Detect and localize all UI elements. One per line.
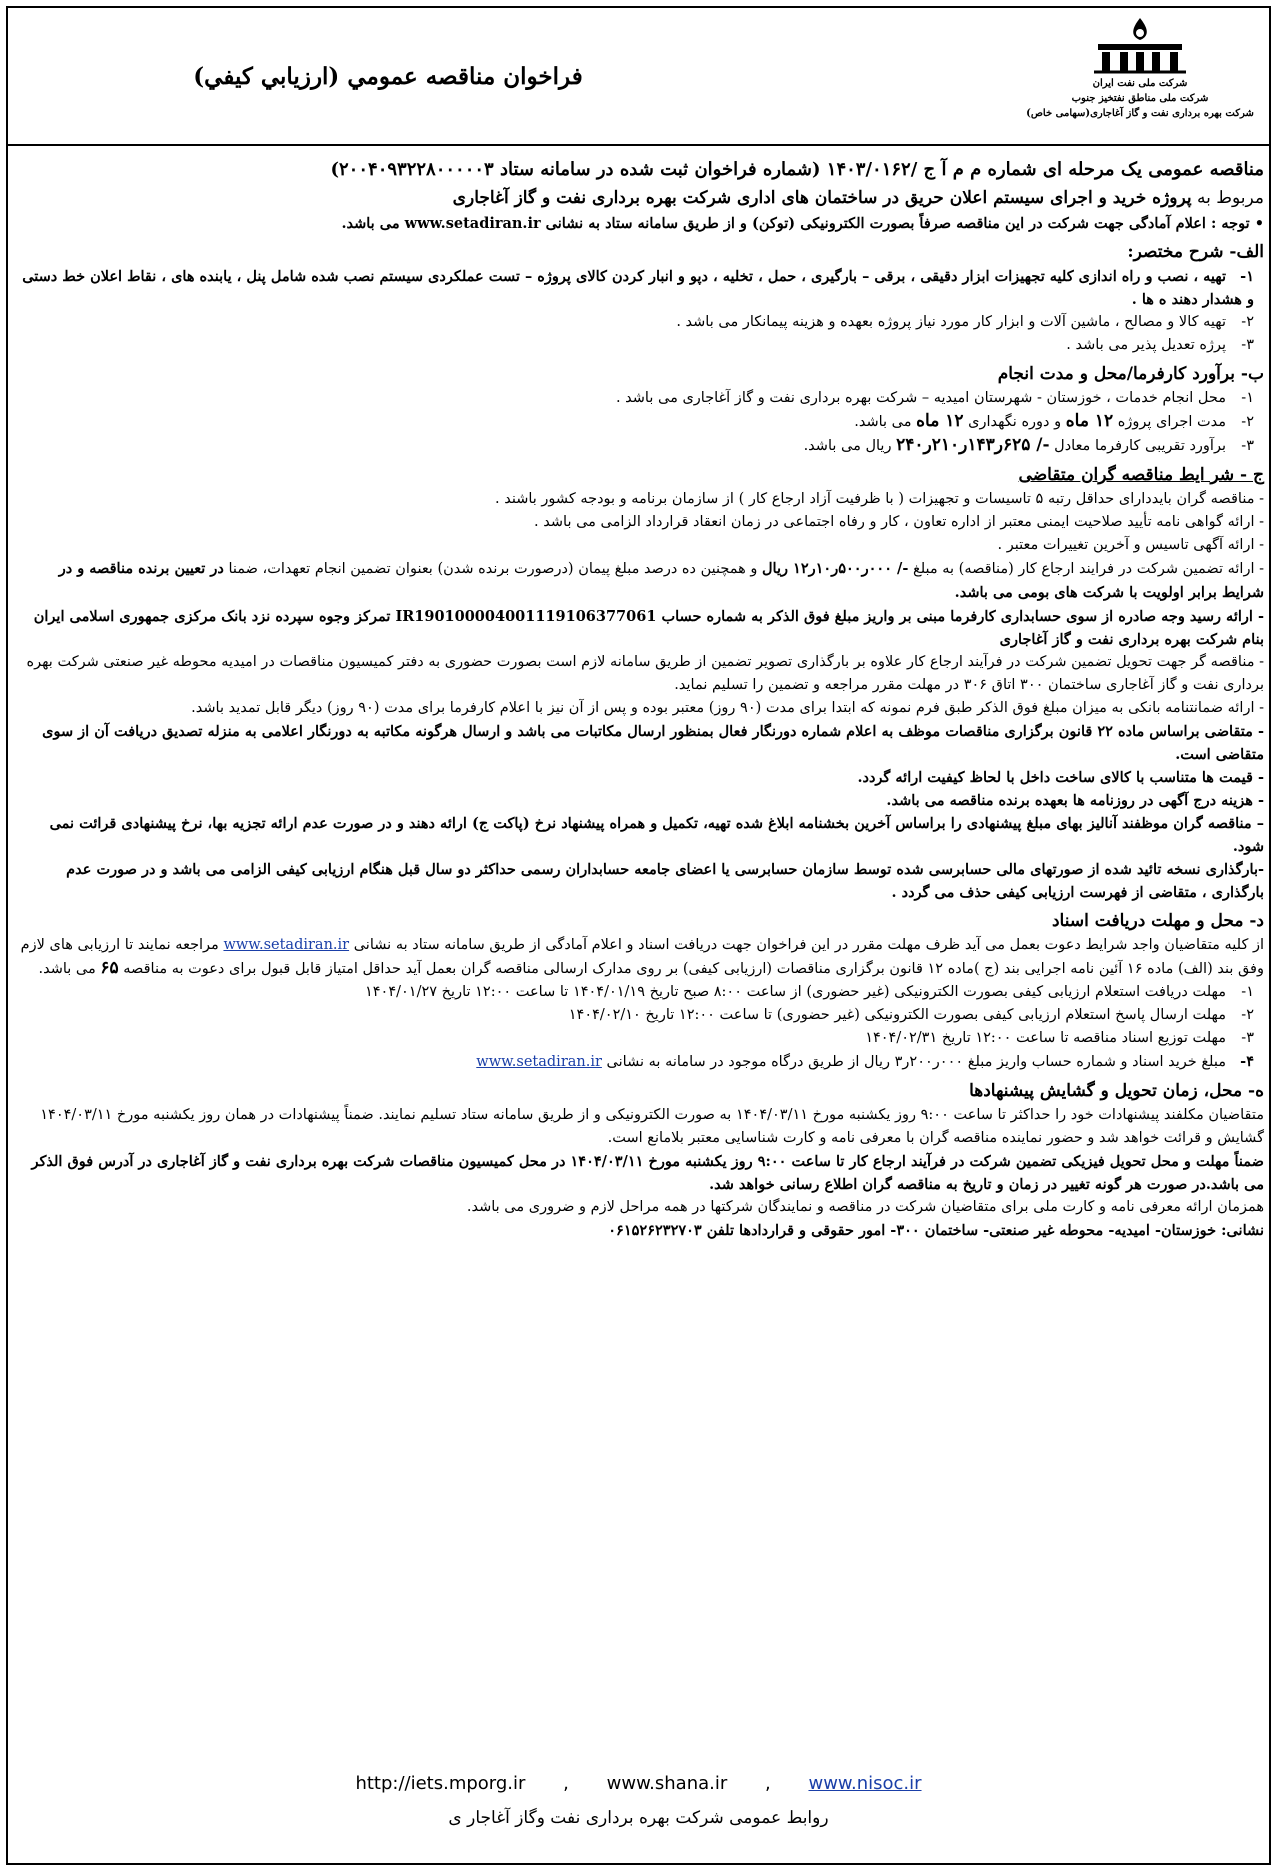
guarantee-delivery-paragraph: ضمناً مهلت و محل تحویل فیزیکی تضمین شرکت در فرآیند ارجاع کار تا ساعت ۹:۰۰ روز یکشنبه مورخ ۱۴۰۴/۰۳/۱۱ در محل کمیسیون مناقصات شرکت بهره برداری نفت و گاز آغاجاری در آدرس فوق الذکر می باشد.در صورت هر گونه تغییر در زمان و تاریخ به مناقصه گران اطلاع رسانی خواهد شد. — [31, 1153, 1264, 1193]
duration-value-a: ۱۲ ماه — [1065, 411, 1114, 431]
logo-line-1: شرکت ملی نفت ایران — [1092, 78, 1188, 89]
item-text: تهیه کالا و مصالح ، ماشین آلات و ابزار کار مورد نیاز پروژه بعهده و هزینه پیمانکار می باشد . — [676, 314, 1226, 330]
item-number: ۱- — [1241, 984, 1254, 1000]
subject-title: پروژه خرید و اجرای سیستم اعلان حریق در ساختمان های اداری شرکت بهره برداری نفت و گاز آغاجاری — [452, 188, 1192, 208]
attention-note: • توجه : اعلام آمادگی جهت شرکت در این مناقصه صرفاً بصورت الکترونیکی (توکن) و از طریق سامانه ستاد به نشانی www.setadiran.ir می باشد. — [341, 215, 1264, 232]
guarantee-bold: در تعیین برنده مناقصه و در شرایط برابر اولویت با شرکت های بومی می باشد. — [58, 560, 1264, 601]
item-number: ۴- — [1240, 1053, 1254, 1070]
documents-text-a: از کلیه متقاضیان واجد شرایط دعوت بعمل می آید ظرف مهلت مقرر در این فراخوان جهت دریافت اسناد و اعلام آمادگی از طریق سامانه ستاد به نشانی — [353, 937, 1264, 953]
logo-line-3: شرکت بهره برداری نفت و گاز آغاجاری(سهامی خاص) — [1026, 108, 1254, 119]
header-frame — [6, 6, 1271, 146]
section-a-heading: الف- شرح مختصر: — [1127, 242, 1264, 262]
footer-separator: , — [765, 1773, 771, 1794]
condition-line: -بارگذاری نسخه تائید شده از صورتهای مالی حسابرسی شده توسط سازمان حسابرسی یا اعضای جامعه حسابداران رسمی حداکثر دو سال قبل هنگام ارزیابی کیفی الزامی می باشد و در صورت عدم بارگذاری ، متقاضی از فهرست ارزیابی کیفی حذف می گردد . — [66, 861, 1264, 901]
item-number: ۳- — [1241, 438, 1254, 454]
item-text: محل انجام خدمات ، خوزستان - شهرستان امیدیه – شرکت بهره برداری نفت و گاز آغاجاری می باشد . — [615, 390, 1226, 406]
guarantee-amount: -/ ۰۰۰ر۵۰۰ر۱۰ر۱۲ ریال — [762, 560, 909, 577]
notice-content — [14, 152, 1264, 1242]
tender-subject — [14, 184, 1264, 212]
duration-value-b: ۱۲ ماه — [916, 411, 964, 431]
section-c-heading-text: ج - شر ایط مناقصه گران متقاضی — [1018, 465, 1264, 485]
attention-note-text: توجه : اعلام آمادگی جهت شرکت در این مناقصه صرفاً بصورت الکترونیکی (توکن) و از طریق سامانه ستاد به نشانی www.setadiran.ir می باشد. — [341, 215, 1250, 232]
item-text: تهیه ، نصب و راه اندازی کلیه تجهیزات ابزار دقیقی ، برقی – بارگیری ، حمل ، تخلیه ، دپو و انبار کردن کالای پروژه – تست عملکردی سیستم نصب شده شامل پنل ، یابنده های ، نقاط اعلان خط دستی و هشدار دهند ه ها . — [22, 268, 1254, 308]
list-item — [14, 334, 1264, 357]
footer-link-iets[interactable]: http://iets.mporg.ir — [355, 1773, 526, 1794]
condition-line: - مناقصه گران بایددارای حداقل رتبه ۵ تاسیسات و تجهیزات ( با ظرفیت آزاد ارجاع کار ) از سازمان برنامه و بودجه کشور باشند . — [494, 491, 1264, 507]
duration-text-a: مدت اجرای پروژه — [1117, 414, 1226, 430]
condition-line: - متقاضی براساس ماده ۲۲ قانون برگزاری مناقصات موظف به اعلام شماره دورنگار فعال بمنظور ارسال مکاتبات می باشد و ارسال هرگونه مکاتبه به دورنگار اعلامی به منزله تصدیق دریافت آن از سوی متقاضی است. — [42, 723, 1264, 763]
documents-paragraph — [14, 934, 1264, 981]
footer-link-nisoc[interactable]: www.nisoc.ir — [808, 1773, 922, 1794]
receipt-iban: IR190100004001119106377061 — [395, 608, 657, 625]
footer-link-shana[interactable]: www.shana.ir — [606, 1773, 728, 1794]
list-item — [14, 311, 1264, 334]
item-text: مبلغ خرید اسناد و شماره حساب واریز مبلغ ۰۰۰ر۲۰۰ر۳ ریال از طریق درگاه موجود در سامانه به نشانی — [606, 1054, 1226, 1070]
item-number: ۳- — [1241, 1030, 1254, 1046]
guarantee-text-b: و همچنین ده درصد مبلغ پیمان (درصورت برنده شدن) بعنوان تضمین انجام تعهدات، ضمنا — [228, 561, 758, 577]
address-line: نشانی: خوزستان- امیدیه- محوطه غیر صنعتی- ساختمان ۳۰۰- امور حقوقی و قراردادها تلفن ۰۶۱۵۲۶۲۳۲۷۰۳ — [608, 1222, 1264, 1239]
setadiran-link[interactable]: www.setadiran.ir — [476, 1054, 602, 1070]
setadiran-link[interactable]: www.setadiran.ir — [223, 937, 350, 953]
condition-line: - ارائه گواهی نامه تأیید صلاحیت ایمنی معتبر از اداره تعاون ، کار و رفاه اجتماعی در زمان انعقاد قرارداد الزامی می باشد . — [534, 514, 1264, 530]
footer-organization: روابط عمومی شرکت بهره برداری نفت وگاز آغاجار ی — [448, 1808, 829, 1828]
condition-line: – مناقصه گران موظفند آنالیز بهای مبلغ پیشنهادی را براساس آخرین بخشنامه ابلاغ شده تهیه، تکمیل و همراه پیشنهاد نرخ (پاکت ج) ارائه دهند و در صورت عدم ارائه تجزیه بها، نرخ پیشنهادی قرائت نمی شود. — [49, 815, 1264, 855]
item-number: ۲- — [1241, 414, 1254, 430]
item-text: پرژه تعدیل پذیر می باشد . — [1066, 337, 1226, 353]
duration-text-b: و دوره نگهداری — [968, 414, 1062, 430]
documents-text-b: مراجعه نمایند تا ارزیابی های لازم وفق بند (الف) ماده ۱۶ آئین نامه اجرایی بند (ج )ماده ۱۲ قانون برگزاری مناقصات (ارزیابی کیفی) بر روی مدارک ارسالی مناقصه گران بعمل آید حداقل امتیاز قابل قبول برای دعوت به مناقصه — [20, 937, 1264, 977]
section-c-heading — [14, 462, 1264, 488]
estimate-text-b: ریال می باشد. — [803, 438, 892, 454]
item-number: ۲- — [1241, 314, 1254, 330]
id-requirement-line: همزمان ارائه معرفی نامه و کارت ملی برای متقاضیان شرکت در مناقصه و نمایندگان شرکتها در همه مراحل لازم و ضروری می باشد. — [466, 1199, 1264, 1215]
submission-paragraph: متقاضیان مکلفند پیشنهادات خود را حداکثر تا ساعت ۹:۰۰ روز یکشنبه مورخ ۱۴۰۴/۰۳/۱۱ به صورت الکترونیکی و از طریق سامانه ستاد تسلیم نمایند. ضمناً پیشنهادات در همان روز یکشنبه مورخ ۱۴۰۴/۰۳/۱۱ گشایش و قرائت خواهد شد و حضور نماینده مناقصه گران با معرفی نامه و کارت شناسایی معتبر بلامانع است. — [40, 1107, 1264, 1146]
condition-line: - ارائه آگهی تاسیس و آخرین تغییرات معتبر . — [997, 537, 1264, 553]
list-item — [14, 1050, 1264, 1074]
nioc-logo-icon — [1080, 14, 1200, 76]
condition-line: - قیمت ها متناسب با کالای ساخت داخل با لحاظ کیفیت ارائه گردد. — [857, 769, 1264, 786]
footer — [6, 1770, 1271, 1832]
subject-prefix: مربوط به — [1197, 188, 1264, 208]
guarantee-text-a: - ارائه تضمین شرکت در فرایند ارجاع کار (مناقصه) به مبلغ — [912, 561, 1264, 577]
list-item — [14, 265, 1264, 311]
receipt-paragraph — [14, 605, 1264, 651]
section-b-heading: ب- برآورد کارفرما/محل و مدت انجام — [997, 364, 1264, 384]
condition-line: - ارائه ضمانتنامه بانکی به میزان مبلغ فوق الذکر طبق فرم نمونه که ابتدا برای مدت (۹۰ روز) معتبر بوده و پس از آن نیز با اعلام کارفرما برای مدت (۹۰ روز) دیگر قابل تمدید باشد. — [191, 700, 1264, 716]
item-text: مهلت توزیع اسناد مناقصه تا ساعت ۱۲:۰۰ تاریخ ۱۴۰۴/۰۲/۳۱ — [865, 1030, 1226, 1046]
section-e-heading: ه- محل، زمان تحویل و گشایش پیشنهادها — [969, 1081, 1264, 1101]
page-title: فراخوان مناقصه عمومي (ارزيابي كيفي) — [193, 63, 583, 90]
item-number: ۱- — [1240, 268, 1254, 285]
list-item — [14, 1004, 1264, 1027]
list-item — [14, 434, 1264, 458]
item-number: ۲- — [1241, 1007, 1254, 1023]
guarantee-paragraph — [14, 557, 1264, 605]
receipt-text-b: تمرکز وجوه سپرده نزد بانک مرکزی جمهوری اسلامی ایران بنام شرکت بهره برداری نفت و گاز آغاجاری — [33, 608, 1264, 648]
list-item — [14, 1027, 1264, 1050]
company-logo-block — [1025, 14, 1255, 121]
condition-line: - هزینه درج آگهی در روزنامه ها بعهده برنده مناقصه می باشد. — [886, 792, 1264, 809]
estimate-text-a: برآورد تقریبی کارفرما معادل — [1054, 438, 1226, 454]
item-text: مهلت دریافت استعلام ارزیابی کیفی بصورت الکترونیکی (غیر حضوری) از ساعت ۸:۰۰ صبح تاریخ ۱۴۰۴/۰۱/۱۹ تا ساعت ۱۲:۰۰ تاریخ ۱۴۰۴/۰۱/۲۷ — [364, 984, 1226, 1000]
footer-separator: , — [563, 1773, 569, 1794]
list-item — [14, 410, 1264, 434]
section-d-heading: د- محل و مهلت دریافت اسناد — [1051, 911, 1264, 931]
item-number: ۱- — [1241, 390, 1254, 406]
duration-text-c: می باشد. — [854, 414, 912, 430]
estimate-value: -/ ۶۲۵ر۱۴۳ر۲۱۰ر۲۴۰ — [896, 435, 1050, 455]
minimum-score: ۶۵ — [100, 958, 119, 978]
footer-links — [6, 1770, 1271, 1798]
logo-line-2: شرکت ملی مناطق نفتخیز جنوب — [1071, 93, 1209, 104]
list-item — [14, 387, 1264, 410]
list-item — [14, 981, 1264, 1004]
item-number: ۳- — [1241, 337, 1254, 353]
condition-line: - مناقصه گر جهت تحویل تضمین شرکت در فرآیند ارجاع کار علاوه بر بارگذاری تصویر تضمین از طریق سامانه لازم است بصورت حضوری به دفتر کمیسیون مناقصات در امیدیه محوطه غیر صنعتی شرکت بهره برداری نفت و گاز آغاجاری ساختمان ۳۰۰ اتاق ۳۰۶ در مهلت مقرر مراجعه و تضمین را تسلیم نماید. — [26, 654, 1264, 693]
tender-headline: مناقصه عمومی یک مرحله ای شماره م م آ ج /۱۴۰۳/۰۱۶۲ (شماره فراخوان ثبت شده در سامانه ستاد ۲۰۰۴۰۹۳۲۲۸۰۰۰۰۰۳) — [330, 159, 1264, 180]
item-text: مهلت ارسال پاسخ استعلام ارزیابی کیفی بصورت الکترونیکی (غیر حضوری) تا ساعت ۱۲:۰۰ تاریخ ۱۴۰۴/۰۲/۱۰ — [568, 1007, 1226, 1023]
documents-text-c: می باشد. — [38, 961, 96, 977]
receipt-text-a: - ارائه رسید وجه صادره از سوی حسابداری کارفرما مبنی بر واریز مبلغ فوق الذکر به شماره حساب — [661, 608, 1264, 625]
